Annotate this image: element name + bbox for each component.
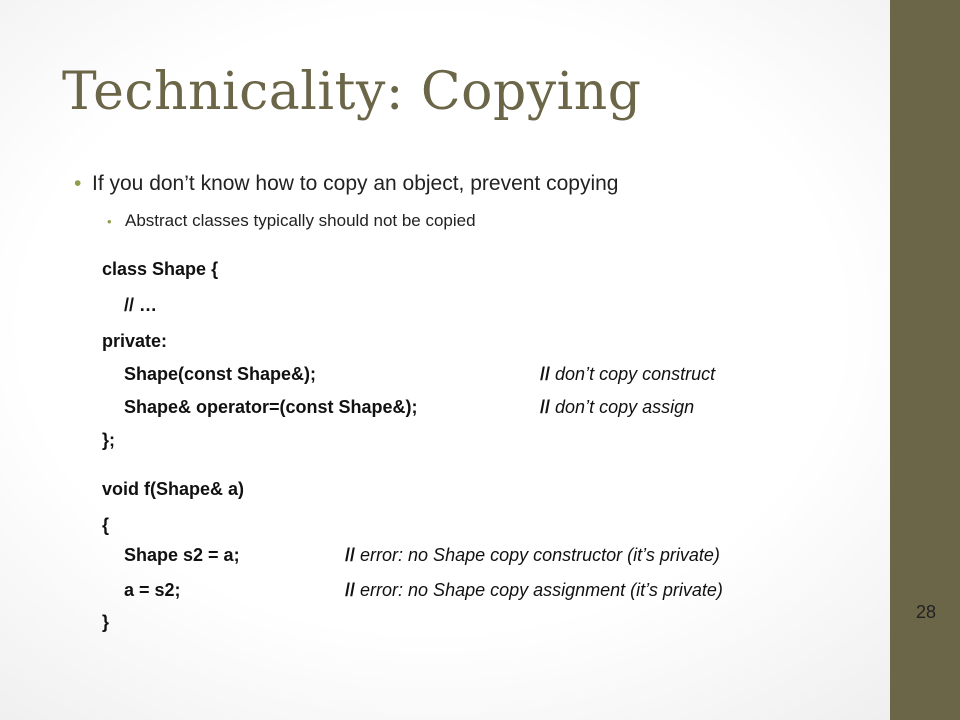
code-line: // … [124, 295, 158, 315]
code-line: void f(Shape& a) [102, 479, 245, 499]
code-line: } [102, 612, 110, 632]
page-number-box [897, 590, 955, 638]
code-line: a = s2; [124, 580, 181, 600]
code-line: }; [102, 430, 115, 450]
comment-text: don’t copy construct [555, 364, 716, 384]
bullet-level-1 [74, 172, 619, 196]
comment-text: error: no Shape copy assignment (it’s private) [360, 580, 723, 600]
slide-title: Technicality: Copying [62, 62, 642, 122]
page-number: 28 [915, 602, 937, 622]
footer-text: CSC1253, Fall 2010, Lecture 13 October 28th, 2010 [911, 226, 927, 562]
code-comment [540, 364, 715, 385]
bullet-text: Abstract classes typically should not be copied [125, 211, 476, 230]
code-line: private: [102, 331, 168, 351]
comment-marker: // [540, 397, 551, 417]
code-line: Shape s2 = a; [124, 545, 240, 565]
comment-marker: // [345, 545, 356, 565]
code-line: { [102, 515, 110, 535]
comment-marker: // [345, 580, 356, 600]
code-comment [540, 397, 694, 418]
bullet-level-2 [107, 211, 476, 231]
code-comment [345, 580, 723, 601]
code-line: class Shape { [102, 259, 219, 279]
bullet-text: If you don’t know how to copy an object, prevent copying [92, 172, 619, 195]
bullet-dot-icon: • [74, 172, 82, 195]
comment-text: error: no Shape copy constructor (it’s private) [360, 545, 720, 565]
comment-text: don’t copy assign [555, 397, 695, 417]
code-comment [345, 545, 720, 566]
bullet-dot-icon: • [107, 214, 112, 229]
footer-vertical-text [911, 172, 929, 562]
comment-marker: // [540, 364, 551, 384]
code-line: Shape(const Shape&); [124, 364, 317, 384]
code-line: Shape& operator=(const Shape&); [124, 397, 418, 417]
